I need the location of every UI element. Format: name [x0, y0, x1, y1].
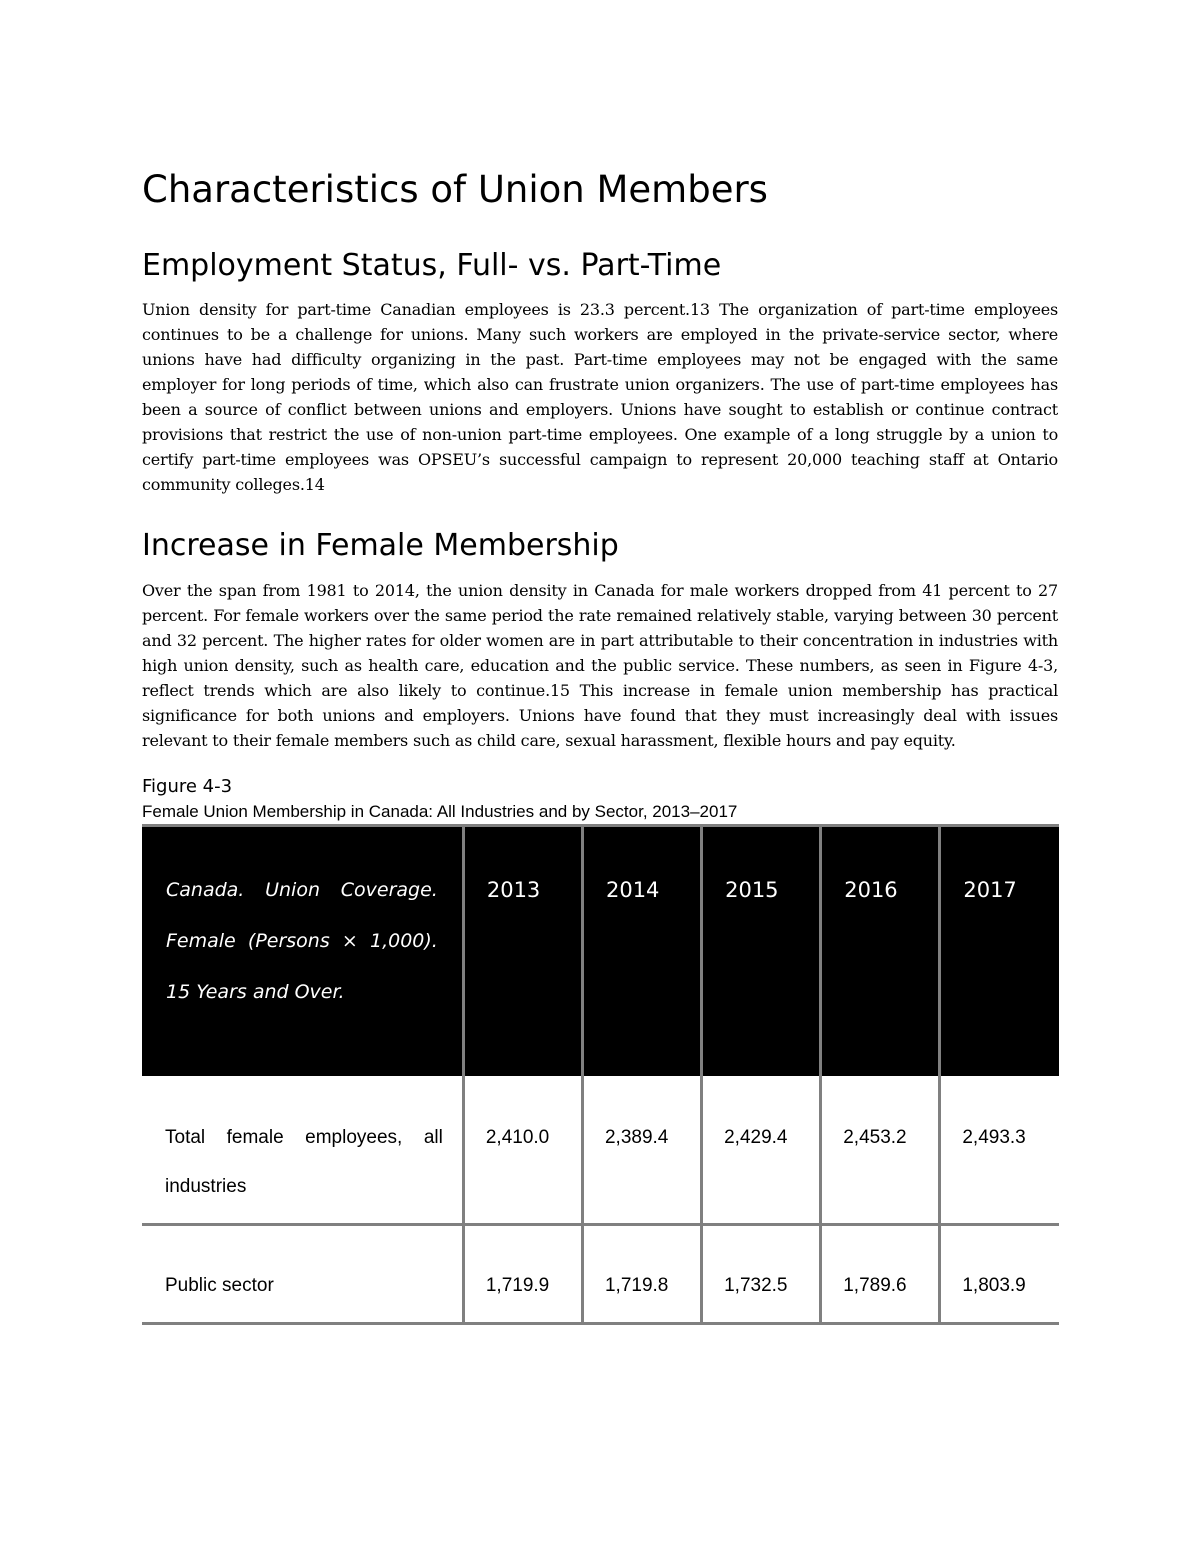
table-row: [142, 1225, 1059, 1324]
value-cell: [940, 1225, 1059, 1324]
value-cell: [821, 1225, 940, 1324]
header-year-cell: [463, 826, 582, 1077]
row-value: 1,803.9: [962, 1275, 1026, 1296]
value-cell: [702, 1225, 821, 1324]
value-cell: [940, 1076, 1059, 1225]
female-union-membership-table: [142, 824, 1059, 1325]
row-label: Public sector: [165, 1275, 274, 1296]
value-cell: [463, 1076, 582, 1225]
female-membership-heading: Increase in Female Membership: [142, 528, 619, 563]
table-row: [142, 1076, 1059, 1225]
figure-caption: Female Union Membership in Canada: All Industries and by Sector, 2013–2017: [142, 802, 738, 821]
female-membership-paragraph: Over the span from 1981 to 2014, the union density in Canada for male workers dropped from 41 percent to 27 percent. For female workers over the same period the rate remained relatively stable, varying between 30 percent and 32 percent. The higher rates for older women are in part attributable to their concentration in industries with high union density, such as health care, education and the public service. These numbers, as seen in Figure 4-3, reflect trends which are also likely to continue.15 This increase in female union membership has practical significance for both unions and employers. Unions have found that they must increasingly deal with issues relevant to their female members such as child care, sexual harassment, flexible hours and pay equity.: [142, 581, 1058, 750]
employment-status-heading: Employment Status, Full- vs. Part-Time: [142, 248, 722, 283]
header-year-cell: [582, 826, 701, 1077]
row-label-cell: [142, 1076, 463, 1225]
header-description-cell: [142, 826, 463, 1077]
value-cell: [821, 1076, 940, 1225]
row-value: 2,429.4: [724, 1127, 788, 1148]
header-year: 2013: [486, 878, 541, 902]
header-year: 2017: [963, 878, 1017, 902]
value-cell: [582, 1076, 701, 1225]
value-cell: [582, 1225, 701, 1324]
row-value: 2,389.4: [604, 1127, 669, 1148]
value-cell: [463, 1225, 582, 1324]
row-label: Total female employees, all industries: [165, 1127, 443, 1197]
header-year-cell: [702, 826, 821, 1077]
header-description: Canada. Union Coverage. Female (Persons × 1,000). 15 Years and Over.: [166, 879, 438, 1003]
row-value: 2,453.2: [843, 1127, 907, 1148]
table-header-row: [142, 826, 1059, 1077]
employment-status-paragraph: Union density for part-time Canadian employees is 23.3 percent.13 The organization of part-time employees continues to be a challenge for unions. Many such workers are employed in the private-service sector, where unions have had difficulty organizing in the past. Part-time employees may not be engaged with the same employer for long periods of time, which also can frustrate union organizers. The use of part-time employees has been a source of conflict between unions and employers. Unions have sought to establish or continue contract provisions that restrict the use of non-union part-time employees. One example of a long struggle by a union to certify part-time employees was OPSEU’s successful campaign to represent 20,000 teaching staff at Ontario community colleges.14: [142, 300, 1058, 494]
row-value: 1,719.9: [485, 1275, 550, 1296]
row-value: 2,410.0: [485, 1127, 550, 1148]
row-label-cell: [142, 1225, 463, 1324]
header-year-cell: [940, 826, 1059, 1077]
row-value: 1,719.8: [604, 1275, 669, 1296]
row-value: 1,732.5: [724, 1275, 788, 1296]
header-year: 2015: [725, 878, 779, 902]
figure-label: Figure 4-3: [142, 776, 233, 797]
value-cell: [702, 1076, 821, 1225]
header-year-cell: [821, 826, 940, 1077]
row-value: 1,789.6: [843, 1275, 907, 1296]
header-year: 2014: [605, 878, 660, 902]
row-value: 2,493.3: [962, 1127, 1026, 1148]
page-title: Characteristics of Union Members: [142, 168, 768, 211]
header-year: 2016: [844, 878, 898, 902]
